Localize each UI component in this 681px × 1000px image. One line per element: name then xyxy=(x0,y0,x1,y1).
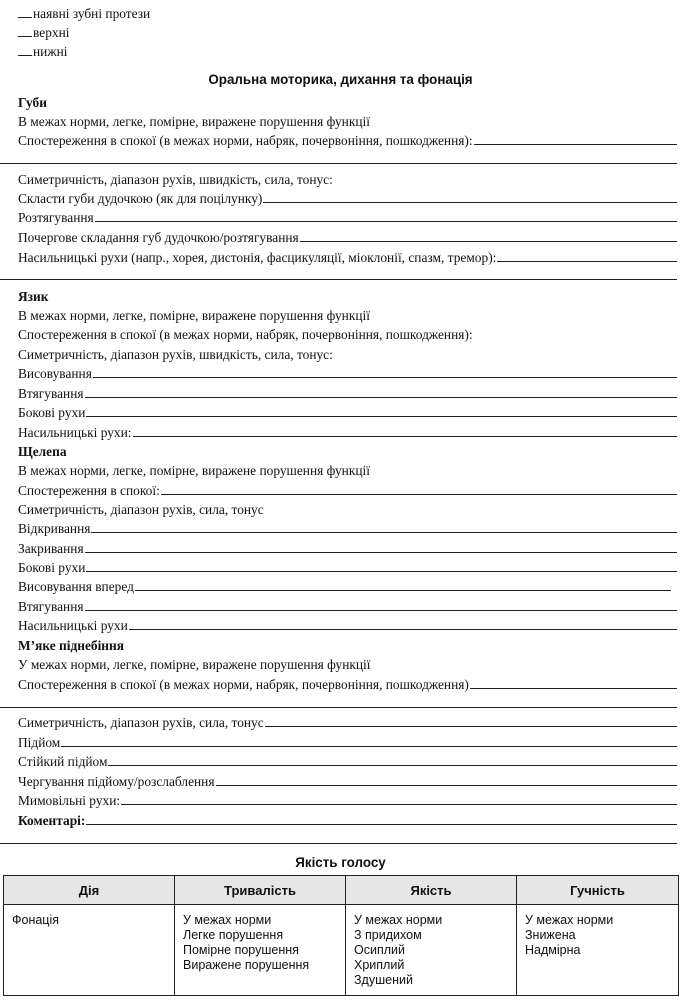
tongue-involuntary-field[interactable]: Насильницькі рухи: xyxy=(18,423,677,442)
lips-spread-field[interactable]: Розтягування xyxy=(18,208,677,227)
quality-option[interactable]: Осиплий xyxy=(354,943,405,957)
tongue-lateral-field[interactable]: Бокові рухи xyxy=(18,403,677,422)
header-action: Дія xyxy=(4,876,175,905)
checklist-item-lower[interactable]: нижні xyxy=(18,42,677,61)
palate-sustained-field[interactable]: Стійкий підйом xyxy=(18,752,677,771)
row-label-phonation: Фонація xyxy=(4,905,175,996)
palate-rest-extra-line[interactable] xyxy=(0,707,677,708)
quality-options xyxy=(346,905,517,996)
header-duration: Тривалість xyxy=(175,876,346,905)
section-heading: Оральна моторика, дихання та фонація xyxy=(208,72,473,87)
header-loudness: Гучність xyxy=(517,876,679,905)
table-row xyxy=(4,905,679,996)
loudness-option[interactable]: Знижена xyxy=(525,928,576,942)
tongue-symmetry: Симетричність, діапазон рухів, швидкість, сила, тонус: xyxy=(18,347,333,362)
duration-option[interactable]: У межах норми xyxy=(183,913,272,927)
jaw-title: Щелепа xyxy=(18,444,67,459)
duration-option[interactable]: Виражене порушення xyxy=(183,958,310,972)
lips-symmetry: Симетричність, діапазон рухів, швидкість, сила, тонус: xyxy=(18,172,333,187)
jaw-retraction-field[interactable]: Втягування xyxy=(18,597,677,616)
jaw-severity: В межах норми, легке, помірне, виражене порушення функції xyxy=(18,463,370,478)
palate-alternate-field[interactable]: Чергування підйому/розслаблення xyxy=(18,772,677,791)
quality-option[interactable]: З придихом xyxy=(354,928,422,942)
voice-quality-table xyxy=(3,875,679,996)
lips-rest-extra-line[interactable] xyxy=(0,163,677,164)
lips-rest-field[interactable]: Спостереження в спокої (в межах норми, набряк, почервоніння, пошкодження): xyxy=(18,131,677,150)
lips-alternate-field[interactable]: Почергове складання губ дудочкою/розтягування xyxy=(18,228,677,247)
quality-option[interactable]: У межах норми xyxy=(354,913,443,927)
comments-extra-line[interactable] xyxy=(0,843,677,844)
tongue-protrusion-field[interactable]: Висовування xyxy=(18,364,677,383)
table-header-row xyxy=(4,876,679,905)
palate-involuntary-field[interactable]: Мимовільні рухи: xyxy=(18,791,677,810)
palate-title: М’яке піднебіння xyxy=(18,638,124,653)
palate-elevation-field[interactable]: Підйом xyxy=(18,733,677,752)
voice-title: Якість голосу xyxy=(295,855,386,870)
checklist-item-dentures[interactable]: наявні зубні протези xyxy=(18,4,677,23)
header-quality: Якість xyxy=(346,876,517,905)
jaw-opening-field[interactable]: Відкривання xyxy=(18,519,677,538)
lips-involuntary-field[interactable]: Насильницькі рухи (напр., хорея, дистонія, фасцикуляції, міоклонії, спазм, тремор): xyxy=(18,248,677,267)
loudness-option[interactable]: Надмірна xyxy=(525,943,581,957)
loudness-options xyxy=(517,905,679,996)
tongue-severity: В межах норми, легке, помірне, виражене порушення функції xyxy=(18,308,370,323)
quality-option[interactable]: Здушений xyxy=(354,973,413,987)
duration-options xyxy=(175,905,346,996)
lips-title: Губи xyxy=(18,95,47,110)
tongue-retraction-field[interactable]: Втягування xyxy=(18,384,677,403)
quality-option[interactable]: Хриплий xyxy=(354,958,405,972)
jaw-protrusion-field[interactable]: Висовування вперед xyxy=(18,577,671,596)
jaw-involuntary-field[interactable]: Насильницькі рухи xyxy=(18,616,677,635)
lips-involuntary-extra-line[interactable] xyxy=(0,279,677,280)
lips-pucker-field[interactable]: Скласти губи дудочкою (як для поцілунку) xyxy=(18,189,677,208)
loudness-option[interactable]: У межах норми xyxy=(525,913,614,927)
tongue-title: Язик xyxy=(18,289,49,304)
palate-severity: У межах норми, легке, помірне, виражене порушення функції xyxy=(18,657,371,672)
comments-field[interactable]: Коментарі: xyxy=(18,811,677,830)
jaw-lateral-field[interactable]: Бокові рухи xyxy=(18,558,677,577)
lips-severity: В межах норми, легке, помірне, виражене порушення функції xyxy=(18,114,370,129)
jaw-closing-field[interactable]: Закривання xyxy=(18,539,677,558)
palate-symmetry-field[interactable]: Симетричність, діапазон рухів, сила, тонус xyxy=(18,713,677,732)
jaw-rest-field[interactable]: Спостереження в спокої: xyxy=(18,481,677,500)
duration-option[interactable]: Легке порушення xyxy=(183,928,284,942)
duration-option[interactable]: Помірне порушення xyxy=(183,943,299,957)
checklist-item-upper[interactable]: верхні xyxy=(18,23,677,42)
jaw-symmetry: Симетричність, діапазон рухів, сила, тонус xyxy=(18,502,264,517)
palate-rest-field[interactable]: Спостереження в спокої (в межах норми, набряк, почервоніння, пошкодження) xyxy=(18,675,677,694)
tongue-rest: Спостереження в спокої (в межах норми, набряк, почервоніння, пошкодження): xyxy=(18,327,473,342)
